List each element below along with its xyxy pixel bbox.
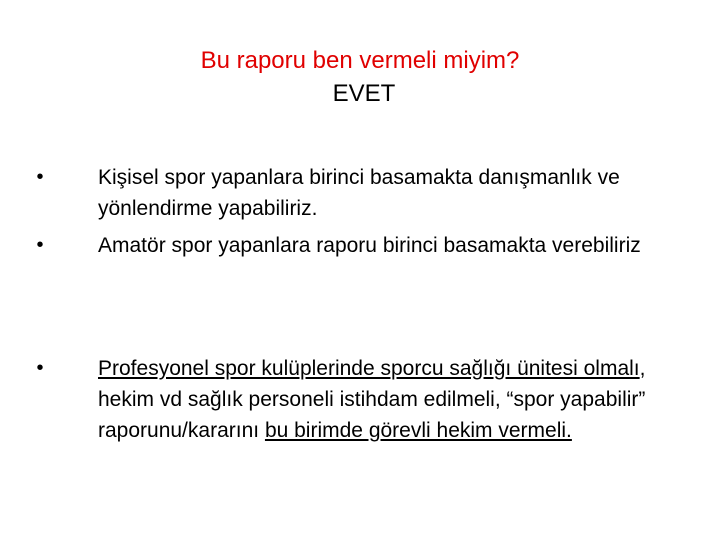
bullet-item (30, 230, 670, 261)
bullet-dot-icon: • (36, 166, 44, 188)
bullet-underlined-segment: bu birimde görevli hekim vermeli. (264, 419, 572, 442)
bullet-list-bottom (30, 353, 670, 452)
bullet-text (98, 357, 645, 442)
title-question: Bu raporu ben vermeli miyim? (200, 47, 520, 74)
bullet-text: Amatör spor yapanlara raporu birinci basamakta verebiliriz (98, 234, 641, 257)
title-answer: EVET (332, 80, 396, 107)
bullet-dot-icon: • (36, 357, 44, 379)
bullet-dot-icon: • (36, 234, 44, 256)
bullet-item (30, 162, 670, 224)
bullet-list-top (30, 162, 670, 267)
bullet-text: Kişisel spor yapanlara birinci basamakta danışmanlık ve yönlendirme yapabiliriz. (98, 166, 620, 220)
bullet-item (30, 353, 670, 446)
bullet-underlined-segment: Profesyonel spor kulüplerinde sporcu sağlığı ünitesi olmalı (98, 357, 640, 380)
slide-title (0, 44, 720, 110)
bullet-segment: , hekim vd sağlık personeli istihdam edilmeli, “spor yapabilir” raporunu/kararını (98, 357, 646, 442)
